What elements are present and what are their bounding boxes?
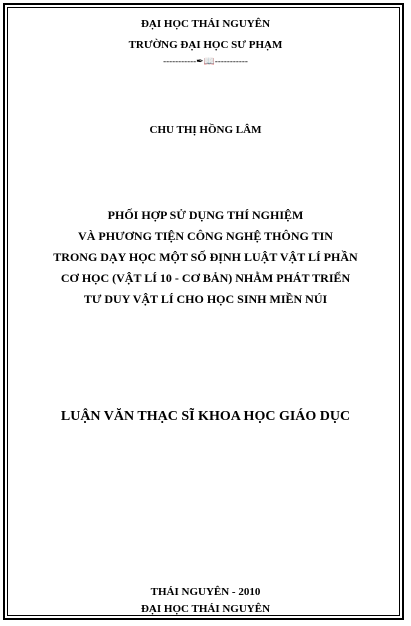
ornament-divider: -----------✒📖----------- xyxy=(163,56,248,66)
title-line: TƯ DUY VẬT LÍ CHO HỌC SINH MIỀN NÚI xyxy=(83,292,328,306)
school-name: TRƯỜNG ĐẠI HỌC SƯ PHẠM xyxy=(128,39,283,51)
page-border xyxy=(3,3,404,620)
title-line: TRONG DẠY HỌC MỘT SỐ ĐỊNH LUẬT VẬT LÍ PHẦN xyxy=(53,250,358,264)
title-line: PHỐI HỢP SỬ DỤNG THÍ NGHIỆM xyxy=(107,208,304,222)
place-year: THÁI NGUYÊN - 2010 xyxy=(150,586,261,598)
thesis-title xyxy=(0,205,411,310)
footer-university: ĐẠI HỌC THÁI NGUYÊN xyxy=(140,603,271,615)
author-name: CHU THỊ HỒNG LÂM xyxy=(149,124,262,136)
title-line: VÀ PHƯƠNG TIỆN CÔNG NGHỆ THÔNG TIN xyxy=(78,229,333,243)
university-name: ĐẠI HỌC THÁI NGUYÊN xyxy=(140,18,271,30)
degree-type: LUẬN VĂN THẠC SĨ KHOA HỌC GIÁO DỤC xyxy=(60,409,351,424)
title-line: CƠ HỌC (VẬT LÍ 10 - CƠ BẢN) NHẰM PHÁT TRIỂN xyxy=(60,271,351,285)
page-border-inner xyxy=(7,7,400,616)
